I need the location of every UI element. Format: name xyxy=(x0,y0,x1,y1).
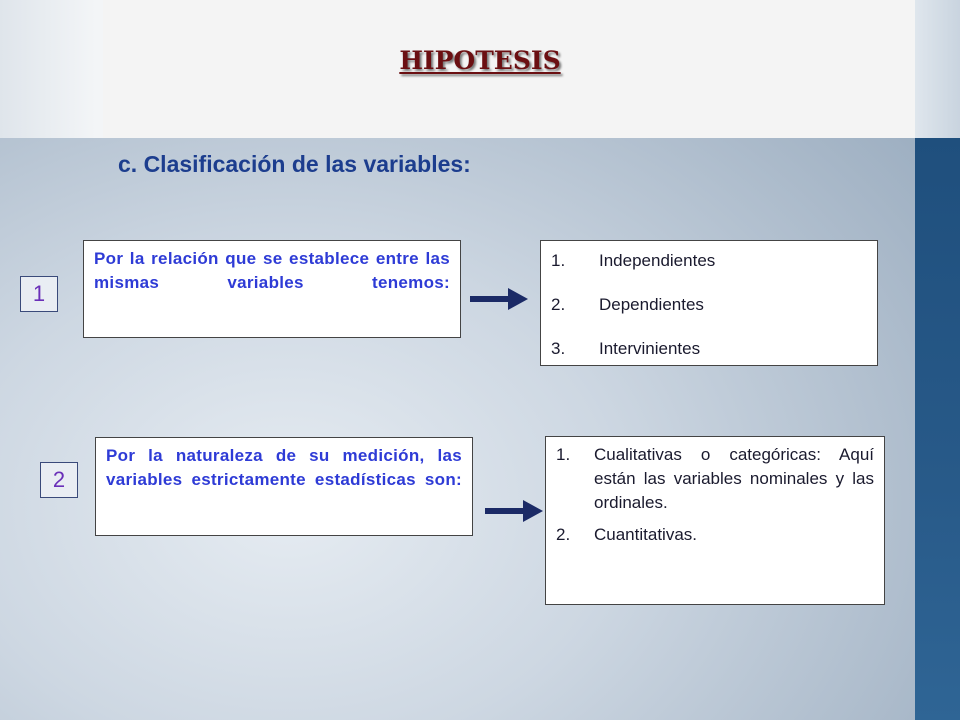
list-item: 1. Independientes xyxy=(551,251,716,270)
row-2-list xyxy=(545,436,885,605)
row-2-description-text: Por la naturaleza de su medición, las variables estrictamente estadísticas son: xyxy=(106,446,462,489)
list-item: 2. Dependientes xyxy=(551,295,704,314)
list-item: 1. Cualitativas o categóricas: Aquí están las variables nominales y las ordinales. xyxy=(556,445,874,512)
row-1-description-text: Por la relación que se establece entre las mismas variables tenemos: xyxy=(94,249,450,292)
row-1-description xyxy=(83,240,461,338)
slide-subtitle: c. Clasificación de las variables: xyxy=(118,151,471,177)
right-accent-bar xyxy=(915,138,960,720)
row-2-description xyxy=(95,437,473,536)
row-number-1: 1 xyxy=(20,276,58,312)
row-1-list xyxy=(540,240,878,366)
arrow-right-icon xyxy=(485,498,545,524)
arrow-right-icon xyxy=(470,286,530,312)
list-item: 3. Intervinientes xyxy=(551,339,701,358)
slide-title: HIPOTESIS xyxy=(399,46,561,75)
row-number-2: 2 xyxy=(40,462,78,498)
list-item: 2. Cuantitativas. xyxy=(556,525,697,544)
